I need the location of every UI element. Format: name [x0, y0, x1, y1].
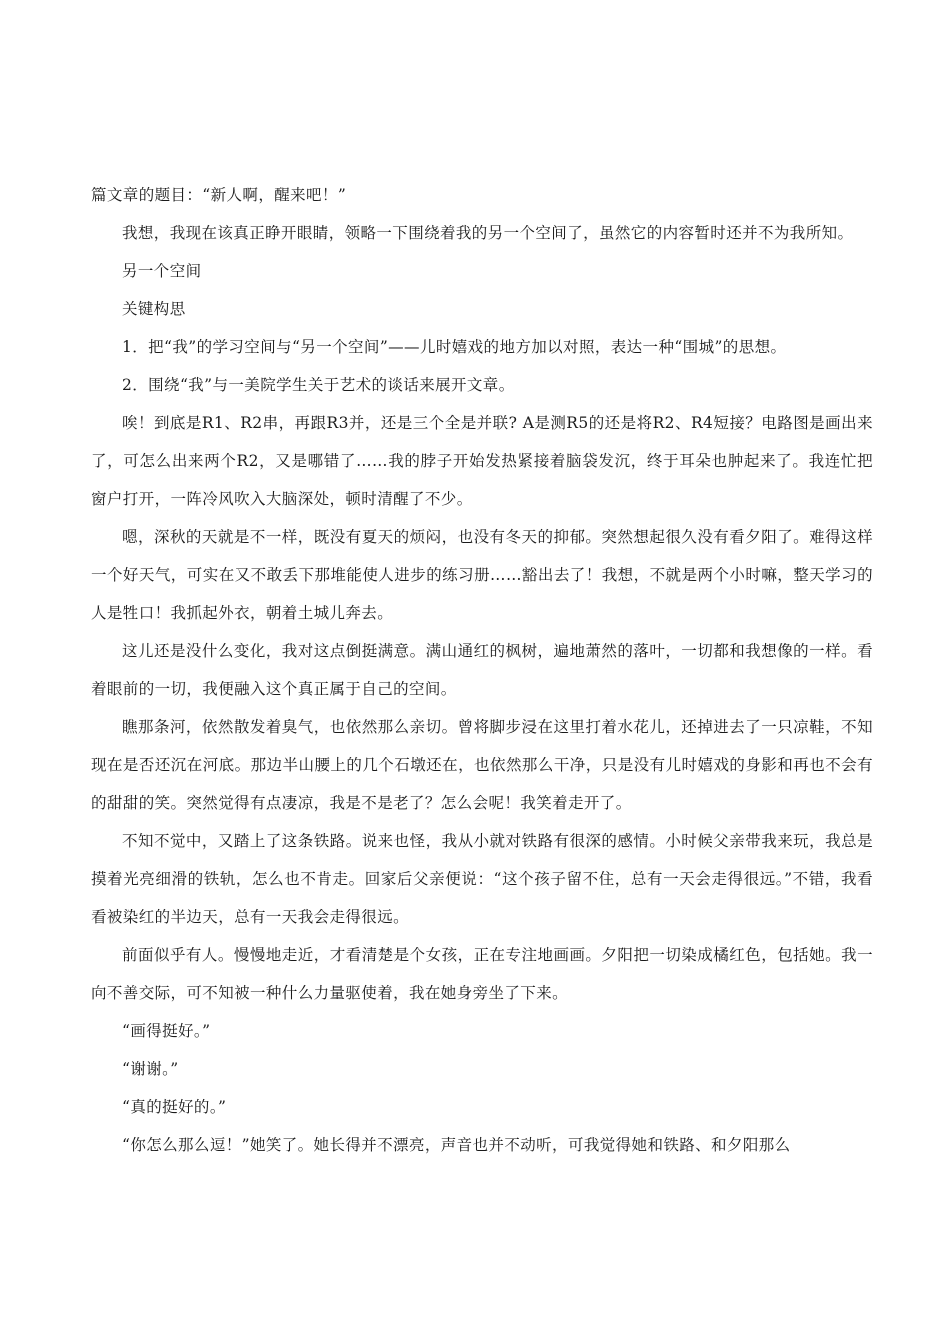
- paragraph: 不知不觉中，又踏上了这条铁路。说来也怪，我从小就对铁路有很深的感情。小时候父亲带我来玩，我总是摸着光亮细滑的铁轨，怎么也不肯走。回家后父亲便说：“这个孩子留不住，总有一天会走得很远。”不错，我看看被染红的半边天，总有一天我会走得很远。: [91, 832, 873, 926]
- paragraph: 这儿还是没什么变化，我对这点倒挺满意。满山通红的枫树，遍地萧然的落叶，一切都和我想像的一样。看着眼前的一切，我便融入这个真正属于自己的空间。: [91, 642, 873, 698]
- paragraph: 我想，我现在该真正睁开眼睛，领略一下围绕着我的另一个空间了，虽然它的内容暂时还并不为我所知。: [122, 224, 854, 242]
- section-title: 另一个空间: [122, 262, 202, 280]
- paragraph: 前面似乎有人。慢慢地走近，才看清楚是个女孩，正在专注地画画。夕阳把一切染成橘红色，包括她。我一向不善交际，可不知被一种什么力量驱使着，我在她身旁坐了下来。: [91, 946, 873, 1002]
- paragraph: 嗯，深秋的天就是不一样，既没有夏天的烦闷，也没有冬天的抑郁。突然想起很久没有看夕阳了。难得这样一个好天气，可实在又不敢丢下那堆能使人进步的练习册……豁出去了！我想，不就是两个小时嘛，整天学习的人是牲口！我抓起外衣，朝着土城儿奔去。: [91, 528, 873, 622]
- paragraph: 唉！到底是R1、R2串，再跟R3并，还是三个全是并联? A是测R5的还是将R2、R4短接？电路图是画出来了，可怎么出来两个R2，又是哪错了……我的脖子开始发热紧接着脑袋发沉，终于耳朵也肿起来了。我连忙把窗户打开，一阵冷风吹入大脑深处，顿时清醒了不少。: [91, 414, 873, 508]
- dialogue-line: “画得挺好。”: [122, 1022, 211, 1040]
- dialogue-line: “谢谢。”: [122, 1060, 179, 1078]
- section-subtitle: 关键构思: [122, 300, 186, 318]
- paragraph: 瞧那条河，依然散发着臭气，也依然那么亲切。曾将脚步浸在这里打着水花儿，还掉进去了一只凉鞋，不知现在是否还沉在河底。那边半山腰上的几个石墩还在，也依然那么干净，只是没有儿时嬉戏的身影和再也不会有的甜甜的笑。突然觉得有点凄凉，我是不是老了？怎么会呢！我笑着走开了。: [91, 718, 873, 812]
- document-body: [91, 176, 873, 1164]
- paragraph: “你怎么那么逗！”她笑了。她长得并不漂亮，声音也并不动听，可我觉得她和铁路、和夕阳那么: [122, 1136, 791, 1154]
- dialogue-line: “真的挺好的。”: [122, 1098, 227, 1116]
- paragraph-title-continuation: 篇文章的题目：“新人啊，醒来吧！”: [91, 186, 347, 204]
- list-item: 2．围绕“我”与一美院学生关于艺术的谈话来展开文章。: [122, 376, 515, 394]
- list-item: 1．把“我”的学习空间与“另一个空间”——儿时嬉戏的地方加以对照，表达一种“围城”的思想。: [122, 338, 787, 356]
